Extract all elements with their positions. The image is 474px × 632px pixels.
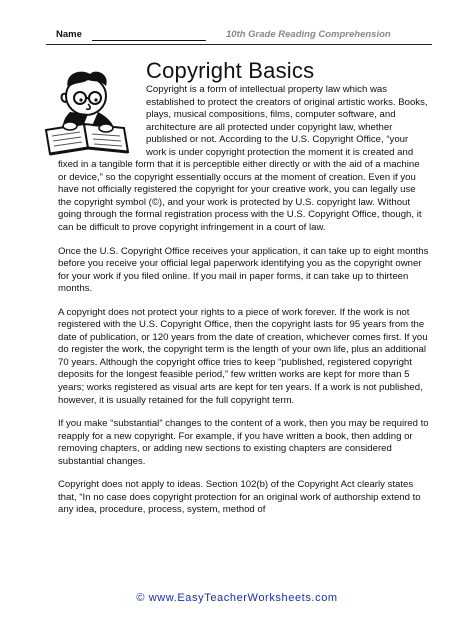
paragraph-3: A copyright does not protect your rights to a piece of work forever. If the work is not registered with the U.S. Copyright Office, then the copyright lasts for 95 years from the date of publication, or 120 years from the date of creation, whichever comes first. If you do register the work, the copyright term is the length of your own life, plus an additional 70 years. Although the copyright office tries to keep “published, registered copyright deposits for the longest feasible period,” few written works are kept for more than 5 years; works registered as visual arts are kept for ten years. If a work is not published, however, it is usually retained for the full copyright term. bbox=[58, 306, 428, 406]
article-body bbox=[58, 84, 430, 528]
paragraph-5: Copyright does not apply to ideas. Section 102(b) of the Copyright Act clearly states that, “In no case does copyright protection for an original work of authorship extend to any idea, procedure, process, system, method of bbox=[58, 479, 421, 516]
worksheet-header bbox=[0, 0, 474, 44]
worksheet-title: 10th Grade Reading Comprehension bbox=[226, 29, 391, 40]
page-title: Copyright Basics bbox=[146, 58, 315, 83]
header-divider bbox=[46, 44, 432, 45]
paragraph-4: If you make “substantial” changes to the content of a work, then you may be required to reapply for a new copyright. For example, if you have written a book, then adding or removing chapters, or adding new sections to existing chapters are considered substantial changes. bbox=[58, 418, 429, 467]
name-blank-line bbox=[92, 40, 206, 41]
name-label: Name bbox=[56, 29, 82, 40]
paragraph-2: Once the U.S. Copyright Office receives your application, it can take up to eight months before you receive your official legal paperwork identifying you as the copyright owner for your work if you filed online. If you mail in paper forms, it can take up to thirteen months. bbox=[58, 245, 429, 295]
paragraph-1: Copyright is a form of intellectual property law which was established to protect the creators of original artistic works. Books, plays, musical compositions, films, computer software, and architecture are all protected under copyright law, whether published or not. According to the U.S. Copyright Office, “your work is under copyright protection the moment it is created and fixed in a tangible form that it is perceptible either directly or with the aid of a machine or device,” so the copyright essentially occurs at the moment of creation. Even if you have not officially registered the copyright for your creative work, you can legally use the copyright symbol (©), and your work is protected by U.S. copyright law. Without going through the formal registration process with the U.S. Copyright Office, though, it can be difficult to prove copyright infringement in a court of law. bbox=[58, 84, 428, 234]
footer-website-link[interactable]: © www.EasyTeacherWorksheets.com bbox=[136, 592, 338, 604]
illustration-spacer bbox=[58, 84, 146, 148]
